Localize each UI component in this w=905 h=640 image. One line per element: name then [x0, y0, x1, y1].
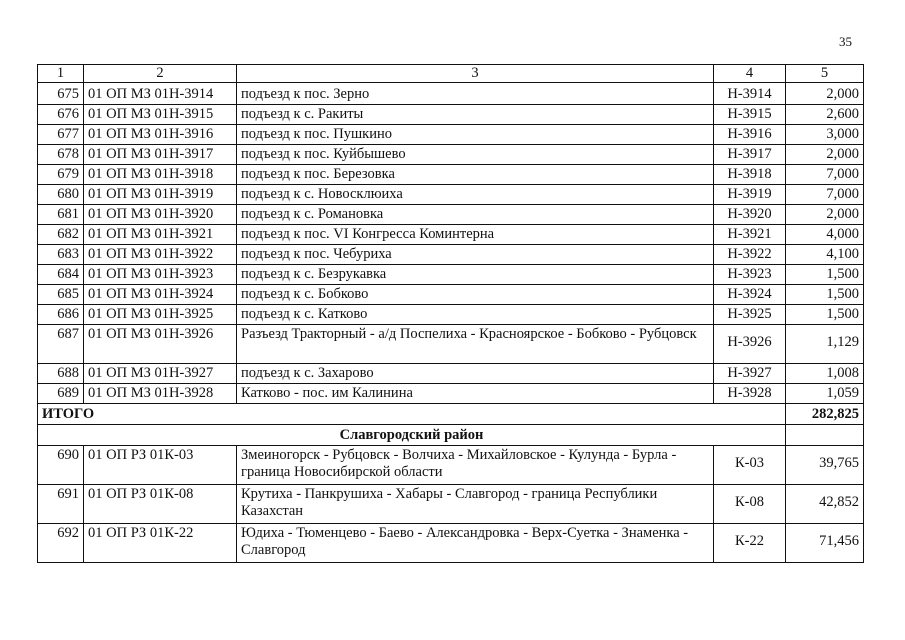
table-row	[38, 125, 864, 145]
road-code: 01 ОП МЗ 01Н-3923	[84, 265, 237, 285]
road-code: 01 ОП МЗ 01Н-3914	[84, 83, 237, 105]
table-row	[38, 265, 864, 285]
row-number: 677	[38, 125, 84, 145]
road-name: подъезд к с. Захарово	[237, 364, 714, 384]
road-name: подъезд к с. Ракиты	[237, 105, 714, 125]
road-id: Н-3923	[714, 265, 786, 285]
table-row	[38, 145, 864, 165]
section-empty-cell	[786, 425, 864, 446]
table-row	[38, 205, 864, 225]
row-number: 687	[38, 325, 84, 364]
header-row	[38, 65, 864, 83]
row-number: 675	[38, 83, 84, 105]
road-id: К-03	[714, 446, 786, 485]
road-name: подъезд к пос. Чебуриха	[237, 245, 714, 265]
table-row	[38, 364, 864, 384]
road-length: 4,100	[786, 245, 864, 265]
road-name: Змеиногорск - Рубцовск - Волчиха - Михайловское - Кулунда - Бурла - граница Новосибирской области	[237, 446, 714, 485]
road-code: 01 ОП МЗ 01Н-3925	[84, 305, 237, 325]
table-row	[38, 325, 864, 364]
header-cell-4: 4	[714, 65, 786, 83]
road-id: Н-3916	[714, 125, 786, 145]
row-number: 689	[38, 384, 84, 404]
table-row	[38, 285, 864, 305]
road-code: 01 ОП МЗ 01Н-3927	[84, 364, 237, 384]
table-row	[38, 384, 864, 404]
row-number: 688	[38, 364, 84, 384]
road-id: Н-3924	[714, 285, 786, 305]
road-name: подъезд к пос. Куйбышево	[237, 145, 714, 165]
road-code: 01 ОП РЗ 01К-08	[84, 485, 237, 524]
table-row	[38, 305, 864, 325]
table-row	[38, 524, 864, 563]
total-label: ИТОГО	[38, 404, 786, 425]
road-length: 71,456	[786, 524, 864, 563]
road-name: подъезд к с. Романовка	[237, 205, 714, 225]
header-cell-3: 3	[237, 65, 714, 83]
road-length: 1,500	[786, 285, 864, 305]
road-code: 01 ОП МЗ 01Н-3918	[84, 165, 237, 185]
road-id: Н-3927	[714, 364, 786, 384]
road-name: Катково - пос. им Калинина	[237, 384, 714, 404]
table-row	[38, 185, 864, 205]
road-name: подъезд к с. Катково	[237, 305, 714, 325]
road-length: 2,000	[786, 83, 864, 105]
road-code: 01 ОП РЗ 01К-22	[84, 524, 237, 563]
table-row	[38, 83, 864, 105]
road-name: подъезд к пос. Березовка	[237, 165, 714, 185]
road-id: Н-3920	[714, 205, 786, 225]
header-cell-2: 2	[84, 65, 237, 83]
road-name: подъезд к пос. Зерно	[237, 83, 714, 105]
road-id: Н-3928	[714, 384, 786, 404]
road-id: Н-3926	[714, 325, 786, 364]
section-row	[38, 425, 864, 446]
row-number: 686	[38, 305, 84, 325]
row-number: 683	[38, 245, 84, 265]
table-row	[38, 446, 864, 485]
road-length: 3,000	[786, 125, 864, 145]
road-id: Н-3919	[714, 185, 786, 205]
table-row	[38, 165, 864, 185]
road-code: 01 ОП МЗ 01Н-3922	[84, 245, 237, 265]
page-number: 35	[839, 34, 852, 49]
road-code: 01 ОП МЗ 01Н-3921	[84, 225, 237, 245]
road-id: Н-3921	[714, 225, 786, 245]
road-length: 2,000	[786, 205, 864, 225]
road-list-table	[37, 64, 864, 563]
road-length: 7,000	[786, 165, 864, 185]
road-id: Н-3922	[714, 245, 786, 265]
table-row	[38, 225, 864, 245]
road-code: 01 ОП МЗ 01Н-3924	[84, 285, 237, 305]
road-length: 1,059	[786, 384, 864, 404]
section-title: Славгородский район	[38, 425, 786, 446]
total-value: 282,825	[786, 404, 864, 425]
road-code: 01 ОП МЗ 01Н-3915	[84, 105, 237, 125]
road-name: подъезд к с. Безрукавка	[237, 265, 714, 285]
road-length: 7,000	[786, 185, 864, 205]
table-row	[38, 485, 864, 524]
road-code: 01 ОП МЗ 01Н-3928	[84, 384, 237, 404]
row-number: 680	[38, 185, 84, 205]
road-length: 39,765	[786, 446, 864, 485]
road-code: 01 ОП МЗ 01Н-3920	[84, 205, 237, 225]
road-name: Крутиха - Панкрушиха - Хабары - Славгород - граница Республики Казахстан	[237, 485, 714, 524]
road-id: Н-3918	[714, 165, 786, 185]
road-code: 01 ОП МЗ 01Н-3916	[84, 125, 237, 145]
road-code: 01 ОП РЗ 01К-03	[84, 446, 237, 485]
row-number: 685	[38, 285, 84, 305]
row-number: 679	[38, 165, 84, 185]
road-length: 1,008	[786, 364, 864, 384]
road-id: Н-3917	[714, 145, 786, 165]
road-id: К-22	[714, 524, 786, 563]
road-id: Н-3925	[714, 305, 786, 325]
road-code: 01 ОП МЗ 01Н-3926	[84, 325, 237, 364]
header-cell-1: 1	[38, 65, 84, 83]
row-number: 692	[38, 524, 84, 563]
row-number: 682	[38, 225, 84, 245]
table-row	[38, 105, 864, 125]
road-length: 4,000	[786, 225, 864, 245]
road-code: 01 ОП МЗ 01Н-3917	[84, 145, 237, 165]
row-number: 676	[38, 105, 84, 125]
row-number: 691	[38, 485, 84, 524]
header-cell-5: 5	[786, 65, 864, 83]
row-number: 681	[38, 205, 84, 225]
road-length: 42,852	[786, 485, 864, 524]
road-id: К-08	[714, 485, 786, 524]
table-row	[38, 245, 864, 265]
road-length: 1,129	[786, 325, 864, 364]
road-name: Юдиха - Тюменцево - Баево - Александровка - Верх-Суетка - Знаменка - Славгород	[237, 524, 714, 563]
row-number: 690	[38, 446, 84, 485]
road-id: Н-3914	[714, 83, 786, 105]
row-number: 678	[38, 145, 84, 165]
total-row	[38, 404, 864, 425]
row-number: 684	[38, 265, 84, 285]
road-length: 1,500	[786, 305, 864, 325]
road-name: подъезд к пос. Пушкино	[237, 125, 714, 145]
road-name: подъезд к с. Бобково	[237, 285, 714, 305]
road-name: Разъезд Тракторный - а/д Поспелиха - Красноярское - Бобково - Рубцовск	[237, 325, 714, 364]
road-length: 2,600	[786, 105, 864, 125]
road-length: 1,500	[786, 265, 864, 285]
road-id: Н-3915	[714, 105, 786, 125]
road-code: 01 ОП МЗ 01Н-3919	[84, 185, 237, 205]
road-length: 2,000	[786, 145, 864, 165]
road-name: подъезд к с. Новосклюиха	[237, 185, 714, 205]
road-name: подъезд к пос. VI Конгресса Коминтерна	[237, 225, 714, 245]
